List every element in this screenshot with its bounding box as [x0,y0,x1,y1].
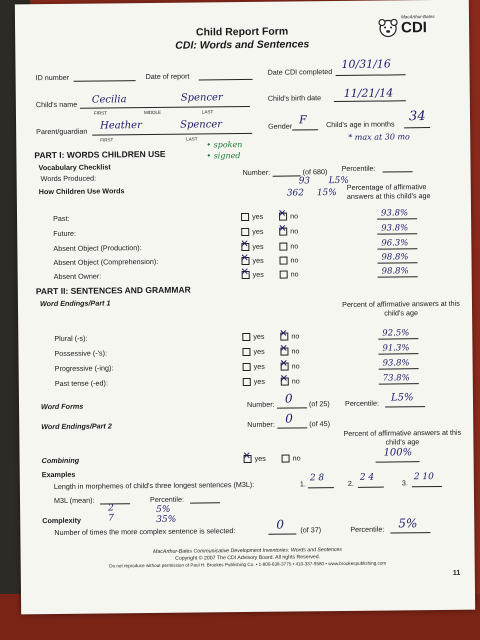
endings2-value: 0 [285,411,293,426]
m3l-percentile-line [190,502,220,503]
age-label: Child's age in months [326,119,395,130]
m3l-percentile-label: Percentile: [149,494,185,505]
complexity-hand-value: 7 [108,513,114,524]
m3l-mean-value: 2 [108,503,114,514]
m3l-n2: 2. [347,478,354,488]
m3l-line-1 [308,487,334,488]
no-checkbox[interactable] [279,243,287,251]
birth-date-line [334,100,406,102]
m3l-mean-line [100,503,130,504]
part1-pct-header: Percentage of affirmative answers at this child's age [346,182,431,201]
of-25: (of 25) [308,399,330,409]
footer-line-1: MacArthur-Bates Communicative Development Inventories: Words and Sentences [153,546,342,555]
no-checkbox[interactable] [279,213,287,221]
age-line [404,127,430,128]
of-45: (of 45) [309,419,331,429]
form-title: Child Report Form [195,25,289,39]
of-680: (of 680) [302,167,328,177]
hand-l5: L5% [328,175,350,187]
use-row-label: Past: [53,213,70,224]
endings2-number-label: Number: [247,419,275,429]
complexity-hand-pct: 35% [156,514,177,525]
complex-question: Number of times the more complex sentence is selected: [54,526,236,538]
m3l-length-label: Length in morphemes of child's three longest sentences (M3L): [53,479,255,492]
m3l-n1: 1. [299,479,306,489]
ending-row-label: Plural (-s): [54,333,88,343]
complex-value: 0 [276,517,284,532]
word-endings-2-label: Word Endings/Part 2 [41,421,112,432]
word-forms-number-label: Number: [246,399,275,409]
word-forms-value: 0 [284,391,293,406]
combining-no-checkbox[interactable] [282,455,290,463]
no-checkbox[interactable] [279,257,287,265]
m3l-mean-label: M3L (mean): [53,495,95,506]
ending-row-yes: yes [242,332,264,341]
combining-pct: 100% [383,447,413,459]
ending-row-no: ✕ no [281,376,300,385]
use-row-no: no [279,255,298,264]
gender-label: Gender [268,121,293,131]
hand-93: 93 [298,176,311,187]
id-number-label: ID number [35,72,70,83]
use-row-no: ✕ no [279,211,298,220]
child-last-name: Spencer [180,92,223,104]
m3l-value-3: 2 10 [413,472,434,483]
use-row-pct: 96.3% [381,238,409,249]
complex-percentile-line [390,532,430,533]
form-subtitle: CDI: Words and Sentences [175,38,310,52]
yes-checkbox[interactable] [242,271,250,279]
guardian-first-name: Heather [100,120,142,132]
combining-pct-line [376,461,420,462]
date-completed-label: Date CDI completed [267,67,333,77]
ending-row-pct: 91.3% [382,343,410,354]
note-signed: • signed [206,151,241,161]
guardian-last-name: Spencer [180,119,223,131]
gender-line [292,129,318,130]
ending-row-pct: 93.8% [382,358,410,369]
number-label: Number: [242,167,271,178]
part2-title: PART II: SENTENCES AND GRAMMAR [35,284,191,297]
birth-date-value: 11/21/14 [343,86,394,100]
id-number-line [74,80,136,82]
logo-caption: MacArthur-Bates [400,13,435,20]
words-produced-label: Words Produced: [40,173,97,184]
no-checkbox[interactable] [280,271,288,279]
percentile-line [383,171,413,172]
use-row-label: Absent Owner: [53,271,102,282]
guardian-first-caption: FIRST [100,137,114,143]
part1-title: PART I: WORDS CHILDREN USE [34,148,166,161]
m3l-n3: 3. [401,478,408,488]
page-number: 11 [452,569,461,577]
ending-row-no: ✕ no [280,346,299,355]
guardian-last-caption: LAST [186,136,198,142]
yes-checkbox[interactable] [242,348,250,356]
no-checkbox[interactable] [279,228,287,236]
ending-row-yes: yes [242,347,264,356]
complexity-label: Complexity [42,515,82,526]
no-checkbox[interactable] [280,348,288,356]
complex-line [268,533,296,534]
combining-yes: ✕ yes [244,454,266,463]
middle-caption: MIDDLE [143,109,161,116]
number-line [273,175,301,176]
use-row-yes: ✕ yes [241,256,263,265]
use-row-label: Absent Object (Production): [53,243,142,254]
birth-date-label: Child's birth date [267,93,322,103]
m3l-percentile-value: 5% [156,504,171,515]
no-checkbox[interactable] [281,378,289,386]
no-checkbox[interactable] [281,363,289,371]
ending-row-label: Progressive (-ing): [54,363,114,373]
guardian-line [92,133,252,136]
use-row-yes: ✕ yes [242,270,264,279]
footer-line-2: Copyright © 2007 The CDI Advisory Board. All rights Reserved. [175,554,321,562]
yes-checkbox[interactable] [241,257,249,265]
of-37: (of 37) [300,525,322,535]
examples-label: Examples [41,469,76,480]
age-note: * max at 30 mo [348,132,410,142]
word-forms-label: Word Forms [40,401,84,412]
ending-row-yes: yes [243,362,265,371]
first-caption: FIRST [93,110,107,116]
childs-name-line [80,106,250,109]
ending-row-pct: 92.5% [382,328,410,339]
yes-checkbox[interactable] [242,333,250,341]
combining-yes-checkbox[interactable] [244,455,252,463]
m3l-line-3 [412,486,442,487]
combining-no: no [282,453,301,462]
gender-value: F [298,113,307,127]
use-row-yes: yes [241,212,263,221]
child-first-name: Cecilia [91,94,127,106]
yes-checkbox[interactable] [241,243,249,251]
hand-15: 15% [316,188,337,199]
cdi-logo [377,16,399,43]
use-row-pct: 93.8% [381,223,409,234]
word-forms-percentile-label: Percentile: [344,398,380,408]
use-row-pct: 98.8% [381,252,409,263]
bear-logo-icon [377,16,399,38]
use-row-no: no [279,241,298,250]
part2-pct-header: Percent of affirmative answers at this child's age [342,298,460,318]
yes-checkbox[interactable] [241,213,249,221]
ending-row-pct: 73.8% [382,373,410,384]
word-forms-percentile-line [385,406,425,407]
how-children-use-label: How Children Use Words [38,186,125,197]
use-row-label: Future: [53,228,77,239]
last-caption: LAST [201,109,214,115]
use-row-no: no [280,269,299,278]
yes-checkbox[interactable] [241,228,249,236]
word-forms-line [277,407,307,408]
date-completed-line [336,74,406,76]
m3l-value-1: 2 8 [309,473,325,484]
m3l-value-2: 2 4 [359,472,375,483]
ending-row-yes: yes [243,377,265,386]
date-completed-value: 10/31/16 [341,57,391,71]
note-spoken: • spoken [206,140,243,150]
ending-row-label: Past tense (-ed): [54,378,108,388]
complex-percentile-label: Percentile: [350,524,385,534]
yes-checkbox[interactable] [243,378,251,386]
report-form-sheet [15,0,475,614]
date-of-report-line [199,79,253,81]
use-row-yes: ✕ yes [241,242,263,251]
complex-percentile-value: 5% [398,516,418,531]
yes-checkbox[interactable] [243,363,251,371]
age-value: 34 [408,109,426,125]
use-row-label: Absent Object (Comprehension): [53,256,159,268]
use-row-pct: 98.8% [381,266,409,277]
use-row-yes: yes [241,227,263,236]
use-row-pct: 93.8% [380,208,409,219]
ending-row-no: ✕ no [280,331,299,340]
guardian-label: Parent/guardian [36,126,88,137]
vocab-checklist-label: Vocabulary Checklist [38,162,111,173]
word-endings-1-label: Word Endings/Part 1 [39,298,111,309]
hand-362: 362 [286,188,305,199]
m3l-line-2 [358,487,384,488]
date-of-report-label: Date of report [145,71,190,82]
combining-label: Combining [41,455,80,466]
ending-row-label: Possessive (-'s): [54,348,108,358]
combining-pct-header: Percent of affirmative answers at this child's age [343,427,462,447]
childs-name-label: Child's name [35,99,78,110]
ending-row-no: ✕ no [281,361,300,370]
logo-text: CDI [400,19,428,37]
endings2-line [277,427,307,428]
footer-line-3: Do not reproduce without permission of Paul H. Brookes Publishing Co. • 1-800-638-3775 • 410-337-9580 • www.brookespublishing.com [109,560,387,569]
word-forms-percentile: L5% [390,392,414,404]
percentile-label: Percentile: [341,163,376,173]
no-checkbox[interactable] [280,333,288,341]
use-row-no: ✕ no [279,226,298,235]
